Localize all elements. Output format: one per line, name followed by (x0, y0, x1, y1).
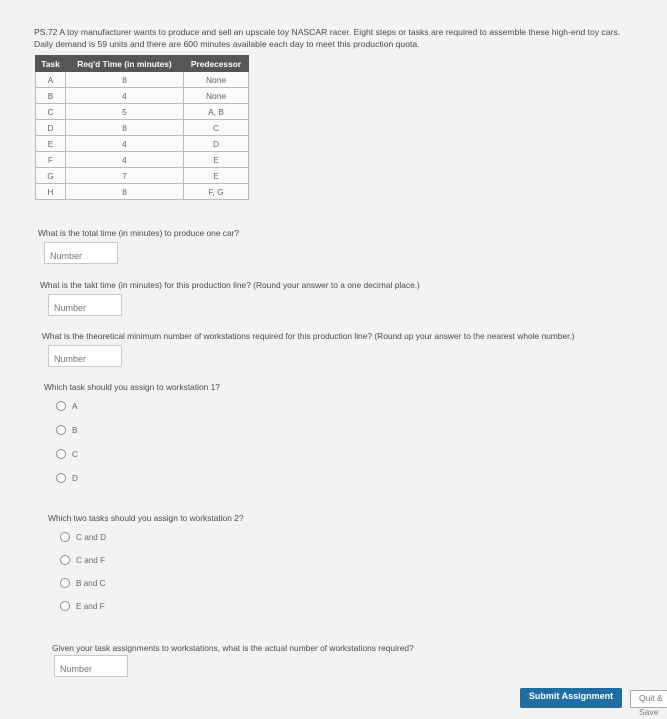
task-cell: E (36, 136, 66, 152)
ws2-option-c-and-d[interactable] (60, 532, 106, 542)
radio-icon[interactable] (60, 578, 70, 588)
ws2-option-b-and-c[interactable] (60, 578, 106, 588)
table-header-row (36, 56, 249, 72)
time-cell: 4 (66, 88, 184, 104)
time-cell: 4 (66, 136, 184, 152)
radio-icon[interactable] (56, 425, 66, 435)
table-row (36, 184, 249, 200)
table-row (36, 136, 249, 152)
predecessor-cell: A, B (184, 104, 249, 120)
option-label: E and F (76, 601, 105, 611)
table-row (36, 120, 249, 136)
time-cell: 7 (66, 168, 184, 184)
table-row (36, 72, 249, 88)
ws1-option-b[interactable] (56, 425, 77, 435)
radio-icon[interactable] (60, 555, 70, 565)
header-time: Req'd Time (in minutes) (66, 56, 184, 72)
predecessor-cell: None (184, 88, 249, 104)
takt-time-input[interactable] (48, 294, 122, 316)
option-label: C (72, 449, 78, 459)
question-workstation-2: Which two tasks should you assign to workstation 2? (48, 513, 244, 523)
option-label: B (72, 425, 78, 435)
table-row (36, 168, 249, 184)
task-table (35, 55, 249, 200)
task-cell: C (36, 104, 66, 120)
predecessor-cell: D (184, 136, 249, 152)
time-cell: 5 (66, 104, 184, 120)
min-workstations-input[interactable] (48, 345, 122, 367)
task-cell: A (36, 72, 66, 88)
task-cell: G (36, 168, 66, 184)
header-predecessor: Predecessor (184, 56, 249, 72)
option-label: C and D (76, 532, 107, 542)
question-workstation-1: Which task should you assign to workstation 1? (44, 382, 220, 392)
task-cell: H (36, 184, 66, 200)
quit-and-save-button[interactable]: Quit & Save (630, 690, 667, 708)
time-cell: 4 (66, 152, 184, 168)
actual-workstations-input[interactable] (54, 655, 128, 677)
table-row (36, 152, 249, 168)
total-time-input[interactable] (44, 242, 118, 264)
ws1-option-d[interactable] (56, 473, 78, 483)
time-cell: 8 (66, 72, 184, 88)
task-cell: B (36, 88, 66, 104)
radio-icon[interactable] (56, 449, 66, 459)
time-cell: 8 (66, 120, 184, 136)
predecessor-cell: F, G (184, 184, 249, 200)
time-cell: 8 (66, 184, 184, 200)
option-label: C and F (76, 555, 106, 565)
option-label: B and C (76, 578, 106, 588)
ws1-option-a[interactable] (56, 401, 77, 411)
option-label: A (72, 401, 78, 411)
question-actual-workstations: Given your task assignments to workstations, what is the actual number of workstations required? (52, 643, 414, 653)
radio-icon[interactable] (60, 532, 70, 542)
question-takt-time: What is the takt time (in minutes) for this production line? (Round your answer to a one decimal place.) (40, 280, 420, 290)
table-row (36, 104, 249, 120)
ws2-option-e-and-f[interactable] (60, 601, 105, 611)
question-min-workstations: What is the theoretical minimum number of workstations required for this production line? (Round up your answer to the nearest whole number.) (42, 331, 575, 341)
problem-line-2: Daily demand is 59 units and there are 600 minutes available each day to meet this production quota. (34, 39, 420, 49)
task-cell: F (36, 152, 66, 168)
predecessor-cell: E (184, 168, 249, 184)
radio-icon[interactable] (56, 401, 66, 411)
predecessor-cell: C (184, 120, 249, 136)
ws1-option-c[interactable] (56, 449, 78, 459)
predecessor-cell: E (184, 152, 249, 168)
radio-icon[interactable] (60, 601, 70, 611)
problem-statement (34, 26, 667, 50)
submit-assignment-button[interactable]: Submit Assignment (520, 688, 622, 708)
problem-line-1: PS.72 A toy manufacturer wants to produce and sell an upscale toy NASCAR racer. Eight steps or tasks are required to assemble these high-end toy cars. (34, 27, 621, 37)
option-label: D (72, 473, 78, 483)
task-cell: D (36, 120, 66, 136)
header-task: Task (36, 56, 66, 72)
question-total-time: What is the total time (in minutes) to produce one car? (38, 228, 240, 238)
ws2-option-c-and-f[interactable] (60, 555, 105, 565)
table-row (36, 88, 249, 104)
predecessor-cell: None (184, 72, 249, 88)
radio-icon[interactable] (56, 473, 66, 483)
